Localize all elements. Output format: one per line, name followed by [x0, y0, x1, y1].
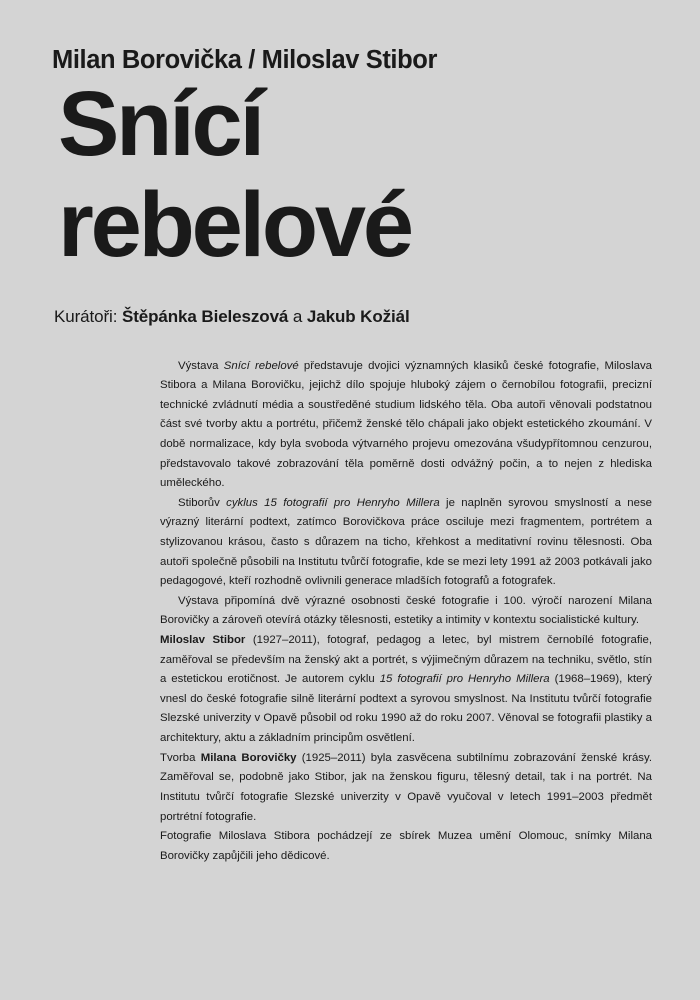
paragraph-borovicka-part-b: (1925–2011) byla zasvěcena subtilnímu zobrazování ženské krásy. Zaměřoval se, podobně jako Stibor, jak na ženskou figuru, tělesný detail, tak i na portrét. Na Institutu tvůrčí fotografie Slezské univerzity v Opavě vyučoval v letech 1991–2003 předmět portrétní fotografie. [160, 751, 652, 823]
curator-name-2: Jakub Kožiál [306, 306, 410, 326]
paragraph-borovicka-part-a: Tvorba [160, 751, 201, 764]
authors-line: Milan Borovička / Miloslav Stibor [52, 46, 437, 74]
paragraph-intro-part-a: Výstava [178, 359, 224, 372]
paragraph-intro [160, 357, 652, 494]
curators-prefix: Kurátoři: [54, 306, 122, 326]
paragraph-intro-part-b: představuje dvojici významných klasiků české fotografie, Miloslava Stibora a Milana Borovičku, jejichž dílo spojuje hluboký zájem o černobílou fotografii, precizní technické zvládnutí média a soustředěné studium lidského těla. Oba autoři věnovali podstatnou část své tvorby aktu a portrétu, přičemž ženské tělo chápali jako objekt estetického zkoumání. V době normalizace, kdy byla svoboda výtvarného projevu omezována všudypřítomnou cenzurou, představovalo takové zobrazování těla poměrně dosti odvážný počin, a to nejen z hlediska uměleckého. [160, 359, 652, 490]
curators-conjunction: a [288, 306, 307, 326]
curator-name-1: Štěpánka Bieleszová [121, 306, 289, 326]
cycle-title-emphasis-2: 15 fotografií pro Henryho Millera [379, 673, 550, 686]
paragraph-anniversary: Výstava připomíná dvě výrazné osobnosti české fotografie i 100. výročí narození Milana Borovičky a zároveň otevírá otázky tělesnosti, estetiky a intimity v kontextu socialistické kultury. [160, 594, 652, 627]
paragraph-cycles [160, 494, 652, 592]
artist-name-stibor: Miloslav Stibor [160, 634, 246, 647]
cycle-title-emphasis: cyklus 15 fotografií pro Henryho Millera [226, 496, 440, 509]
artist-name-borovicka: Milana Borovičky [200, 751, 297, 764]
paragraph-stibor-part-b: (1968–1969), který vnesl do české fotografie silně literární podtext a syrovou smyslnost. Na Institutu tvůrčí fotografie Slezské univerzity v Opavě působil od roku 1990 až do roku 2007. Věnoval se fotografii plastiky a architektury, aktu a základním principům osvětlení. [160, 673, 652, 745]
paragraph-stibor-part-a: (1927–2011), fotograf, pedagog a letec, byl mistrem černobílé fotografie, zaměřoval se především na ženský akt a portrét, s výjimečným důrazem na techniku, světlo, stín a estetickou erotičnost. Je autorem cyklu [160, 634, 653, 686]
paragraph-cycles-part-a: Stiborův [178, 496, 227, 509]
title-line-2: rebelové [58, 174, 411, 277]
curators-line [52, 307, 648, 327]
paragraph-cycles-part-b: je naplněn syrovou smyslností a nese výrazný literární podtext, zatímco Borovičkova práce osciluje mezi fragmentem, portrétem a stylizovanou krásou, často s důrazem na ticho, křehkost a meditativní rovinu tělesnosti. Oba autoři společně působili na Institutu tvůrčí fotografie, kde se mezi lety 1991 až 2003 potkávali jako pedagogové, kteří rozhodně ovlivnili generace mladších fotografů a fotografek. [160, 496, 652, 588]
paragraph-credits: Fotografie Miloslava Stibora pochádzejí ze sbírek Muzea umění Olomouc, snímky Milana Borovičky zapůjčili jeho dědicové. [160, 830, 652, 862]
body-text-column [160, 357, 652, 867]
page-title [52, 73, 648, 277]
exhibition-title-emphasis: Snící rebelové [223, 359, 299, 372]
paragraph-borovicka-bio [160, 749, 652, 827]
title-line-1: Snící [58, 73, 262, 176]
paragraph-stibor-bio [160, 631, 652, 749]
